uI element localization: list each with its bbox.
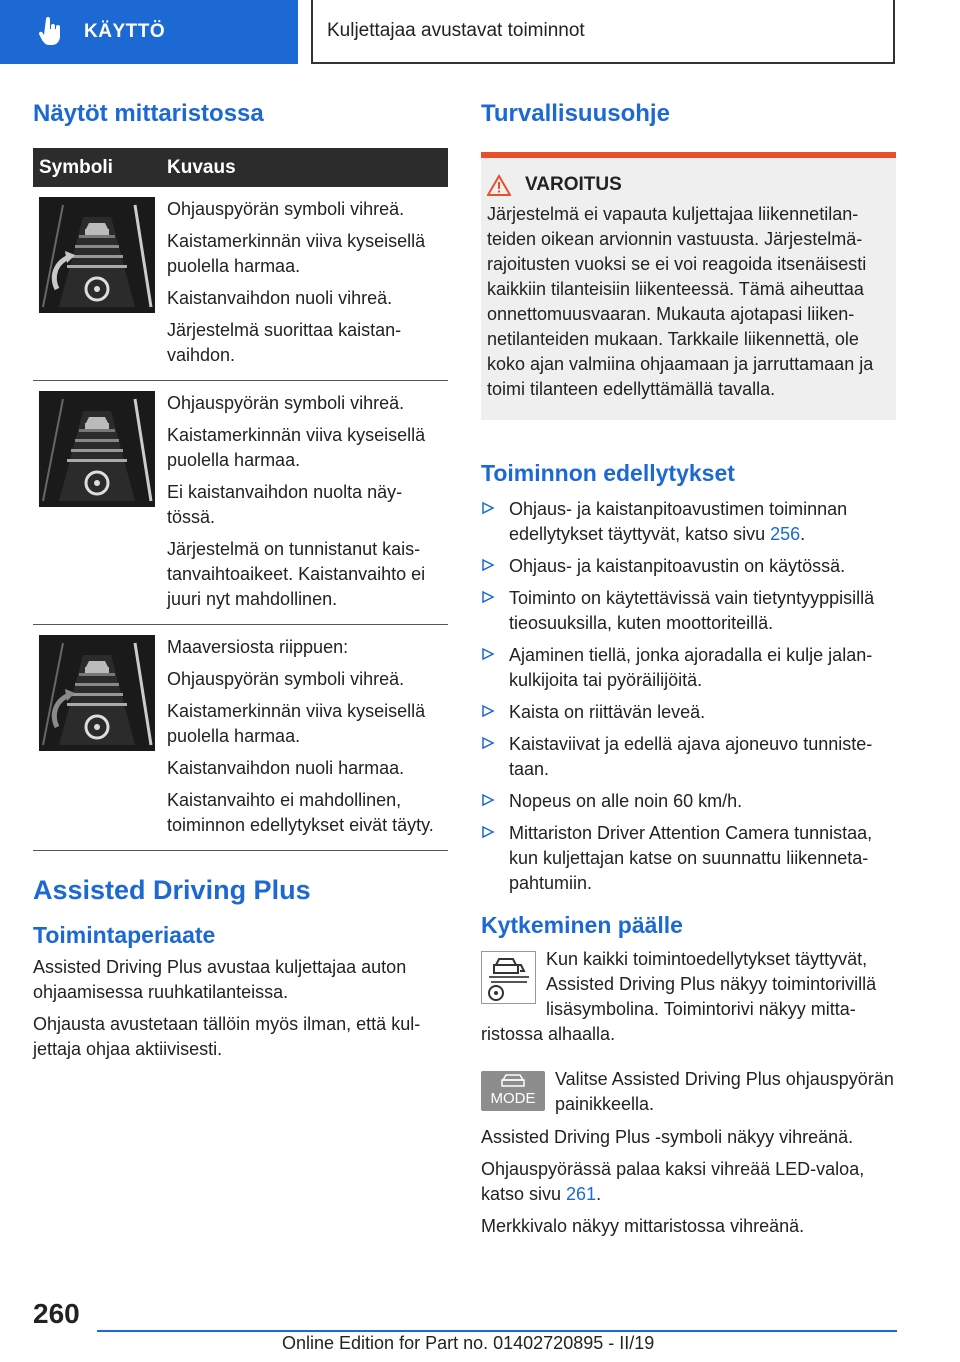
- warning-box: [481, 152, 896, 420]
- result-paragraph: [481, 1157, 896, 1207]
- list-item: [481, 586, 896, 636]
- switch-on-text: Kun kaikki toimintoedellytykset täyttyvät, Assisted Driving Plus näkyy toimintorivillä lisäsymbolina. Toimintorivi näkyy mittaristossa alhaalla.: [481, 949, 877, 1044]
- mode-block: [481, 1067, 896, 1117]
- list-item-text: Toiminto on käytettävissä vain tietyntyyppisillä tieosuuksilla, kuten moottoriteillä.: [509, 588, 875, 633]
- description-line: Maaversiosta riippuen:: [167, 637, 349, 657]
- table-row: [33, 381, 448, 625]
- mode-button-icon: [481, 1071, 545, 1111]
- description-cell: [161, 625, 448, 851]
- list-item-text: Nopeus on alle noin 60 km/h.: [509, 791, 743, 811]
- description-line: Kaistanvaihdon nuoli vihreä.: [167, 288, 393, 308]
- list-item-tail: .: [800, 524, 806, 544]
- list-item: [481, 554, 896, 579]
- triangle-bullet-icon: [481, 822, 495, 842]
- list-item-text: Kaistaviivat ja edellä ajava ajoneuvo tunnistetaan.: [509, 734, 873, 779]
- principle-paragraph: Ohjausta avustetaan tällöin myös ilman, että kuljettaja ohjaa aktiivisesti.: [33, 1014, 421, 1059]
- list-item: [481, 732, 896, 782]
- description-line: Kaistamerkinnän viiva kyseisellä puolella harmaa.: [167, 425, 426, 470]
- triangle-bullet-icon: [481, 701, 495, 721]
- description-line: Ei kaistanvaihdon nuolta näytössä.: [167, 482, 403, 527]
- warning-triangle-icon: [487, 174, 511, 196]
- assisted-driving-title: Assisted Driving Plus: [33, 875, 311, 905]
- pointing-hand-icon: [38, 17, 62, 47]
- chapter-tab-label: KÄYTTÖ: [84, 21, 166, 42]
- table-row: [33, 187, 448, 381]
- lane-change-ready-icon: [39, 391, 155, 507]
- result-paragraph: [481, 1125, 896, 1150]
- requirements-title: Toiminnon edellytykset: [481, 460, 735, 486]
- list-item: [481, 700, 896, 725]
- list-item-text: Ohjaus- ja kaistanpitoavustin on käytössä.: [509, 556, 846, 576]
- paragraph-tail: .: [596, 1184, 602, 1204]
- edition-text: Online Edition for Part no. 01402720895 - II/19: [282, 1333, 655, 1353]
- description-line: Ohjauspyörän symboli vihreä.: [167, 393, 405, 413]
- description-line: Järjestelmä suorittaa kaistanvaihdon.: [167, 320, 402, 365]
- warning-text: Järjestelmä ei vapauta kuljettajaa liikennetilanteiden oikean arvionnin vastuusta. Järjestelmärajoitusten vuoksi se ei voi reagoida itsenäisesti kaikkiin tilanteisiin liikenteessä. Tämä aiheuttaa onnettomuusvaaran. Mukauta ajotapasi liikennetilanteiden mukaan. Tarkkaile liikennettä, ole koko ajan valmiina ohjaamaan ja jarruttamaan ja toimi tilanteen edellyttämällä tavalla.: [487, 204, 874, 399]
- list-item: [481, 497, 896, 547]
- list-item-text: Ohjaus- ja kaistanpitoavustimen toiminnan edellytykset täyttyvät, katso sivu: [509, 499, 848, 544]
- requirements-list: [481, 497, 896, 896]
- warning-label: VAROITUS: [525, 174, 622, 195]
- symbol-table: [33, 148, 448, 851]
- paragraph-text: Ohjauspyörässä palaa kaksi vihreää LED-valoa, katso sivu: [481, 1159, 865, 1204]
- assisted-driving-plus-icon: [481, 951, 536, 1004]
- description-line: Kaistamerkinnän viiva kyseisellä puolella harmaa.: [167, 701, 426, 746]
- description-cell: [161, 381, 448, 625]
- table-row: [33, 625, 448, 851]
- paragraph-text: Assisted Driving Plus -symboli näkyy vihreänä.: [481, 1127, 854, 1147]
- principle-title: Toimintaperiaate: [33, 922, 216, 948]
- description-line: Järjestelmä on tunnistanut kaistanvaihtoaikeet. Kaistanvaihto ei juuri nyt mahdollinen.: [167, 539, 426, 609]
- triangle-bullet-icon: [481, 644, 495, 664]
- right-column: [481, 100, 896, 1239]
- description-line: Ohjauspyörän symboli vihreä.: [167, 199, 405, 219]
- lane-change-grey-arrow-icon: [39, 635, 155, 751]
- paragraph-text: Merkkivalo näkyy mittaristossa vihreänä.: [481, 1216, 805, 1236]
- switch-on-block: [481, 947, 896, 1047]
- list-item: [481, 789, 896, 814]
- page-header-title: Kuljettajaa avustavat toiminnot: [327, 20, 585, 41]
- triangle-bullet-icon: [481, 587, 495, 607]
- warning-heading: [487, 174, 888, 196]
- footer-divider: [97, 1330, 897, 1332]
- lane-change-green-arrow-icon: [39, 197, 155, 313]
- mode-text: Valitse Assisted Driving Plus ohjauspyörän painikkeella.: [555, 1069, 894, 1114]
- safety-section-title: Turvallisuusohje: [481, 100, 670, 127]
- list-item: [481, 643, 896, 693]
- column-header-symbol: Symboli: [33, 148, 161, 187]
- description-cell: [161, 187, 448, 381]
- left-column: [33, 100, 448, 1062]
- page-number: 260: [33, 1298, 80, 1329]
- triangle-bullet-icon: [481, 498, 495, 518]
- triangle-bullet-icon: [481, 790, 495, 810]
- page-link[interactable]: 261: [566, 1184, 597, 1204]
- symbol-cell: [33, 187, 161, 381]
- list-item-text: Mittariston Driver Attention Camera tunnistaa, kun kuljettajan katse on suunnattu liikennetapahtumiin.: [509, 823, 873, 893]
- triangle-bullet-icon: [481, 555, 495, 575]
- list-item: [481, 821, 896, 896]
- list-item-text: Ajaminen tiellä, jonka ajoradalla ei kulje jalankulkijoita tai pyöräilijöitä.: [509, 645, 873, 690]
- column-header-description: Kuvaus: [161, 148, 448, 187]
- chapter-tab[interactable]: [0, 0, 298, 64]
- triangle-bullet-icon: [481, 733, 495, 753]
- result-paragraph: [481, 1214, 896, 1239]
- description-line: Kaistamerkinnän viiva kyseisellä puolella harmaa.: [167, 231, 426, 276]
- page-link[interactable]: 256: [770, 524, 801, 544]
- mode-button-label: MODE: [490, 1090, 536, 1107]
- description-line: Kaistanvaihto ei mahdollinen, toiminnon edellytykset eivät täyty.: [167, 790, 434, 835]
- symbol-cell: [33, 381, 161, 625]
- car-icon: [500, 1074, 526, 1088]
- symbol-cell: [33, 625, 161, 851]
- principle-paragraph: Assisted Driving Plus avustaa kuljettajaa auton ohjaamisessa ruuhkatilanteissa.: [33, 957, 407, 1002]
- list-item-text: Kaista on riittävän leveä.: [509, 702, 706, 722]
- displays-section-title: Näytöt mittaristossa: [33, 100, 264, 127]
- symbol-table-header: [33, 148, 448, 187]
- switch-on-title: Kytkeminen päälle: [481, 912, 683, 938]
- page-header: [311, 0, 895, 64]
- description-line: Ohjauspyörän symboli vihreä.: [167, 669, 405, 689]
- description-line: Kaistanvaihdon nuoli harmaa.: [167, 758, 405, 778]
